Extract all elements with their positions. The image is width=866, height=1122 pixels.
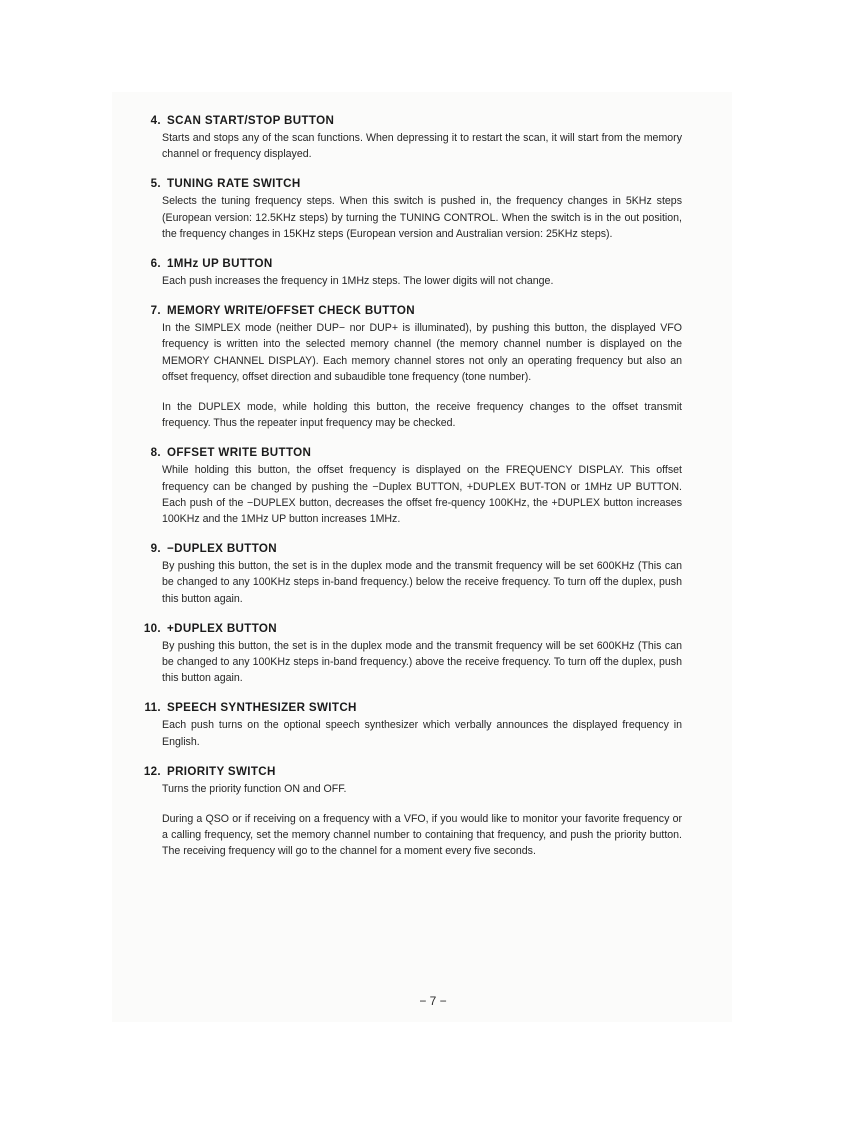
section-number: 5. [150,177,161,191]
section-heading [137,764,682,780]
section-title: MEMORY WRITE/OFFSET CHECK BUTTON [167,304,416,318]
section-paragraph: During a QSO or if receiving on a frequency with a VFO, if you would like to monitor your favorite frequency or a calling frequency, set the memory channel number to containing that frequency, and push the priority button. The receiving frequency will go to the channel for a moment every five seconds. [162,813,682,858]
section-paragraph: Starts and stops any of the scan functions. When depressing it to restart the scan, it will start from the memory channel or frequency displayed. [162,132,682,161]
section-title: OFFSET WRITE BUTTON [167,446,312,460]
section-heading [137,621,682,637]
section-paragraph: Each push increases the frequency in 1MHz steps. The lower digits will not change. [162,275,554,288]
section-number: 9. [150,542,161,556]
section-plus-duplex [137,621,682,687]
section-title: SCAN START/STOP BUTTON [167,114,335,127]
section-title: PRIORITY SWITCH [167,764,276,778]
section-title: 1MHz UP BUTTON [167,257,273,271]
section-speech-synthesizer [137,700,682,749]
section-paragraph: Turns the priority function ON and OFF. [162,782,347,795]
section-paragraph: By pushing this button, the set is in the duplex mode and the transmit frequency will be set 600KHz (This can be changed to any 100KHz steps in-band frequency.) above the receive frequency. To turn off the duplex, push this button again. [162,639,682,685]
section-heading [137,445,682,461]
section-1mhz-up [137,256,682,289]
section-number: 8. [150,446,161,460]
section-priority-switch [137,764,682,860]
section-heading [137,303,682,319]
section-title: SPEECH SYNTHESIZER SWITCH [167,701,357,715]
page-number: − 7 − [419,994,447,1008]
section-title: −DUPLEX BUTTON [167,542,278,556]
section-offset-write [137,445,682,527]
section-paragraph: Selects the tuning frequency steps. When this switch is pushed in, the frequency changes in 5KHz steps (European version: 12.5KHz steps) by turning the TUNING CONTROL. When the switch is in the out position, the frequency changes in 15KHz steps (European version and Australian version: 25KHz steps). [162,195,682,240]
section-heading [137,700,682,716]
section-number: 12. [143,764,161,778]
section-number: 4. [150,114,161,127]
section-heading [137,256,682,272]
section-paragraph: While holding this button, the offset frequency is displayed on the FREQUENCY DISPLAY. This offset frequency can be changed by pushing the −Duplex BUTTON, +DUPLEX BUT-TON or 1MHz UP BUTTON. Each push of the −DUPLEX button, decreases the offset fre-quency 100KHz, the +DUPLEX button increases 100KHz and the 1MHz UP button increases 1MHz. [162,464,682,526]
section-tuning-rate [137,176,682,242]
section-paragraph: By pushing this button, the set is in the duplex mode and the transmit frequency will be set 600KHz (This can be changed to any 100KHz steps in-band frequency.) below the receive frequency. To turn off the duplex, push this button again. [162,560,682,605]
section-heading [137,541,682,557]
section-number: 11. [144,701,161,715]
section-scan-start-stop [137,113,682,162]
manual-content [137,113,682,874]
section-number: 7. [150,304,161,318]
section-paragraph: In the SIMPLEX mode (neither DUP− nor DUP+ is illuminated), by pushing this button, the displayed VFO frequency is written into the selected memory channel (the memory channel number is displayed on the MEMORY CHANNEL DISPLAY). Each memory channel stores not only an operating frequency but also an offset frequency, offset direction and subaudible tone frequency (tone number). [162,322,682,383]
section-paragraph: In the DUPLEX mode, while holding this button, the receive frequency changes to the offset transmit frequency. Thus the repeater input frequency may be checked. [162,401,682,430]
section-memory-write [137,303,682,431]
section-heading [137,176,682,192]
section-number: 6. [150,257,161,271]
section-title: +DUPLEX BUTTON [167,621,278,635]
section-title: TUNING RATE SWITCH [167,177,301,191]
section-number: 10. [143,621,161,635]
section-minus-duplex [137,541,682,607]
section-paragraph: Each push turns on the optional speech synthesizer which verbally announces the displayed frequency in English. [162,719,682,748]
section-heading [137,113,682,129]
